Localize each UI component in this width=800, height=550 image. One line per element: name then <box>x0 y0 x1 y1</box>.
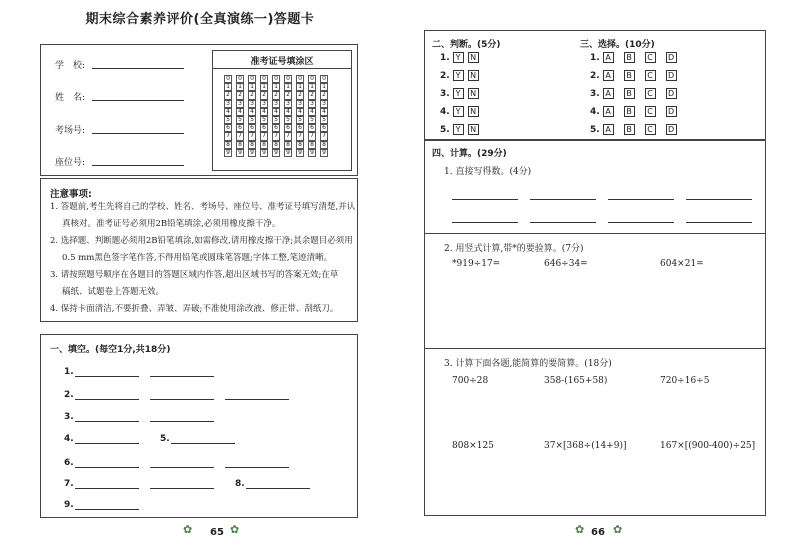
digit-bubble[interactable]: 5 <box>224 116 232 124</box>
answer-blank[interactable] <box>686 222 752 223</box>
choice-num: 3. <box>590 89 600 99</box>
digit-bubble[interactable]: 9 <box>308 149 316 157</box>
digit-bubble[interactable]: 6 <box>284 124 292 132</box>
note-line: 2. 选择题、判断题必须用2B铅笔填涂,如需修改,请用橡皮擦干净;其余题目必须用 <box>50 236 353 246</box>
digit-bubble[interactable]: 8 <box>236 141 244 149</box>
judge-no[interactable]: N <box>468 106 479 117</box>
school-input[interactable] <box>92 68 184 69</box>
fill-blank[interactable] <box>75 443 139 444</box>
choice-d[interactable]: D <box>666 70 677 81</box>
calc-item: 358-(165+58) <box>544 376 608 386</box>
digit-bubble[interactable]: 2 <box>248 91 256 99</box>
fill-num: 5. <box>160 434 170 444</box>
fill-blank[interactable] <box>225 467 289 468</box>
digit-bubble[interactable]: 5 <box>272 116 280 124</box>
digit-bubble[interactable]: 4 <box>248 108 256 116</box>
plant-icon: ✿ <box>613 523 623 536</box>
fill-num: 7. <box>64 479 74 489</box>
choice-b[interactable]: B <box>624 106 635 117</box>
judge-num: 1. <box>440 53 450 63</box>
fill-blank[interactable] <box>225 399 289 400</box>
choice-a[interactable]: A <box>603 124 614 135</box>
exam-id-column <box>308 75 316 157</box>
judge-no[interactable]: N <box>468 124 479 135</box>
calc-item: 720÷16÷5 <box>660 376 710 386</box>
choice-a[interactable]: A <box>603 70 614 81</box>
choice-num: 4. <box>590 107 600 117</box>
digit-bubble[interactable]: 3 <box>272 100 280 108</box>
calc-item: 808×125 <box>452 441 494 451</box>
plant-icon: ✿ <box>575 523 585 536</box>
judge-no[interactable]: N <box>468 70 479 81</box>
digit-bubble[interactable]: 9 <box>284 149 292 157</box>
digit-bubble[interactable]: 0 <box>236 75 244 83</box>
choice-num: 5. <box>590 125 600 135</box>
choice-c[interactable]: C <box>645 124 656 135</box>
judge-num: 3. <box>440 89 450 99</box>
digit-bubble[interactable]: 8 <box>284 141 292 149</box>
digit-bubble[interactable]: 0 <box>320 75 328 83</box>
digit-bubble[interactable]: 8 <box>308 141 316 149</box>
digit-bubble[interactable]: 7 <box>236 132 244 140</box>
digit-bubble[interactable]: 0 <box>296 75 304 83</box>
calc-item: 604×21= <box>660 259 704 269</box>
fill-blank[interactable] <box>75 376 139 377</box>
exam-id-column <box>320 75 328 157</box>
digit-bubble[interactable]: 8 <box>296 141 304 149</box>
answer-blank[interactable] <box>686 199 752 200</box>
digit-bubble[interactable]: 1 <box>308 83 316 91</box>
calc-item: 646÷34= <box>544 259 588 269</box>
judge-row <box>440 52 483 63</box>
digit-bubble[interactable]: 7 <box>284 132 292 140</box>
choice-b[interactable]: B <box>624 124 635 135</box>
note-line: 1. 答题前,考生先将自己的学校、姓名、考场号、座位号、准考证号填写清楚,并认 <box>50 202 356 212</box>
digit-bubble[interactable]: 5 <box>260 116 268 124</box>
judge-yes[interactable]: Y <box>453 124 464 135</box>
digit-bubble[interactable]: 3 <box>320 100 328 108</box>
choice-d[interactable]: D <box>666 88 677 99</box>
judge-no[interactable]: N <box>468 88 479 99</box>
digit-bubble[interactable]: 0 <box>248 75 256 83</box>
fill-blank[interactable] <box>75 399 139 400</box>
choice-a[interactable]: A <box>603 52 614 63</box>
name-input[interactable] <box>92 100 184 101</box>
choice-num: 2. <box>590 71 600 81</box>
fill-blank[interactable] <box>171 443 235 444</box>
choice-row <box>590 106 681 117</box>
exam-id-header: 准考证号填涂区 <box>250 57 314 67</box>
digit-bubble[interactable]: 7 <box>224 132 232 140</box>
note-line: 稿纸、试题卷上答题无效。 <box>62 287 165 297</box>
digit-bubble[interactable]: 6 <box>248 124 256 132</box>
digit-bubble[interactable]: 8 <box>320 141 328 149</box>
digit-bubble[interactable]: 2 <box>224 91 232 99</box>
digit-bubble[interactable]: 4 <box>284 108 292 116</box>
fill-blank[interactable] <box>75 488 139 489</box>
digit-bubble[interactable]: 9 <box>272 149 280 157</box>
digit-bubble[interactable]: 7 <box>308 132 316 140</box>
digit-bubble[interactable]: 1 <box>224 83 232 91</box>
digit-bubble[interactable]: 7 <box>296 132 304 140</box>
digit-bubble[interactable]: 5 <box>308 116 316 124</box>
digit-bubble[interactable]: 7 <box>260 132 268 140</box>
fill-in-section <box>40 334 358 518</box>
note-line: 4. 保持卡面清洁,不要折叠、弄皱、弄破;不准使用涂改液、修正带、刮纸刀。 <box>50 304 339 314</box>
digit-bubble[interactable]: 9 <box>236 149 244 157</box>
choice-a[interactable]: A <box>603 88 614 99</box>
digit-bubble[interactable]: 6 <box>308 124 316 132</box>
judge-no[interactable]: N <box>468 52 479 63</box>
digit-bubble[interactable]: 6 <box>224 124 232 132</box>
digit-bubble[interactable]: 5 <box>320 116 328 124</box>
digit-bubble[interactable]: 0 <box>260 75 268 83</box>
digit-bubble[interactable]: 0 <box>284 75 292 83</box>
digit-bubble[interactable]: 1 <box>320 83 328 91</box>
choice-c[interactable]: C <box>645 88 656 99</box>
digit-bubble[interactable]: 6 <box>260 124 268 132</box>
judge-heading: 二、判断。(5分) <box>432 40 501 50</box>
choice-d[interactable]: D <box>666 124 677 135</box>
digit-bubble[interactable]: 8 <box>260 141 268 149</box>
fill-blank[interactable] <box>150 467 214 468</box>
digit-bubble[interactable]: 4 <box>296 108 304 116</box>
fill-blank[interactable] <box>150 376 214 377</box>
digit-bubble[interactable]: 1 <box>284 83 292 91</box>
plant-icon: ✿ <box>183 523 193 536</box>
choice-c[interactable]: C <box>645 106 656 117</box>
choice-row <box>590 124 681 135</box>
calc-section <box>424 140 766 516</box>
digit-bubble[interactable]: 0 <box>272 75 280 83</box>
judge-row <box>440 124 483 135</box>
digit-bubble[interactable]: 2 <box>284 91 292 99</box>
digit-bubble[interactable]: 9 <box>320 149 328 157</box>
fill-num: 1. <box>64 367 74 377</box>
fill-blank[interactable] <box>246 488 310 489</box>
fill-num: 8. <box>235 479 245 489</box>
digit-bubble[interactable]: 1 <box>272 83 280 91</box>
digit-bubble[interactable]: 5 <box>236 116 244 124</box>
judge-yes[interactable]: Y <box>453 52 464 63</box>
judge-num: 2. <box>440 71 450 81</box>
digit-bubble[interactable]: 4 <box>308 108 316 116</box>
fill-blank[interactable] <box>150 421 214 422</box>
room-input[interactable] <box>92 133 184 134</box>
digit-bubble[interactable]: 5 <box>284 116 292 124</box>
answer-sheet-title: 期末综合素养评价(全真演练一)答题卡 <box>85 12 315 27</box>
calc-heading: 四、计算。(29分) <box>432 149 507 159</box>
judge-num: 5. <box>440 125 450 135</box>
exam-id-column <box>224 75 232 157</box>
choice-b[interactable]: B <box>624 52 635 63</box>
digit-bubble[interactable]: 8 <box>248 141 256 149</box>
choice-c[interactable]: C <box>645 70 656 81</box>
judge-row <box>440 106 483 117</box>
field-label-seat: 座位号: <box>55 158 86 168</box>
fill-blank[interactable] <box>150 488 214 489</box>
note-line: 真核对。准考证号必须用2B铅笔填涂,必须用橡皮擦干净。 <box>62 219 281 229</box>
digit-bubble[interactable]: 5 <box>248 116 256 124</box>
digit-bubble[interactable]: 9 <box>224 149 232 157</box>
notes-heading: 注意事项: <box>50 189 92 200</box>
digit-bubble[interactable]: 3 <box>224 100 232 108</box>
calc-q3: 3. 计算下面各题,能简算的要简算。(18分) <box>444 359 612 369</box>
digit-bubble[interactable]: 4 <box>224 108 232 116</box>
calc-item: 167×[(900-400)÷25] <box>660 441 756 451</box>
judge-yes[interactable]: Y <box>453 70 464 81</box>
digit-bubble[interactable]: 3 <box>308 100 316 108</box>
field-label-school: 学 校: <box>55 61 86 71</box>
fill-num: 3. <box>64 412 74 422</box>
fill-blank[interactable] <box>75 509 139 510</box>
digit-bubble[interactable]: 4 <box>236 108 244 116</box>
judge-row <box>440 70 483 81</box>
digit-bubble[interactable]: 4 <box>272 108 280 116</box>
digit-bubble[interactable]: 2 <box>320 91 328 99</box>
fill-num: 9. <box>64 500 74 510</box>
answer-blank[interactable] <box>530 199 596 200</box>
digit-bubble[interactable]: 0 <box>224 75 232 83</box>
digit-bubble[interactable]: 1 <box>248 83 256 91</box>
digit-bubble[interactable]: 1 <box>296 83 304 91</box>
page-number-right: 66 <box>591 527 605 538</box>
digit-bubble[interactable]: 6 <box>272 124 280 132</box>
digit-bubble[interactable]: 2 <box>308 91 316 99</box>
digit-bubble[interactable]: 6 <box>320 124 328 132</box>
digit-bubble[interactable]: 9 <box>248 149 256 157</box>
exam-id-column <box>296 75 304 157</box>
digit-bubble[interactable]: 5 <box>296 116 304 124</box>
digit-bubble[interactable]: 0 <box>308 75 316 83</box>
digit-bubble[interactable]: 7 <box>248 132 256 140</box>
choice-b[interactable]: B <box>624 70 635 81</box>
digit-bubble[interactable]: 2 <box>272 91 280 99</box>
fill-blank[interactable] <box>75 421 139 422</box>
fill-in-heading: 一、填空。(每空1分,共18分) <box>50 345 171 355</box>
judge-yes[interactable]: Y <box>453 88 464 99</box>
digit-bubble[interactable]: 3 <box>260 100 268 108</box>
note-line: 0.5 mm黑色签字笔作答,不得用铅笔或圆珠笔答题;字体工整,笔迹清晰。 <box>62 253 333 263</box>
judge-yes[interactable]: Y <box>453 106 464 117</box>
calc-item: 37×[368÷(14+9)] <box>544 441 627 451</box>
plant-icon: ✿ <box>230 523 240 536</box>
exam-id-column <box>236 75 244 157</box>
digit-bubble[interactable]: 6 <box>296 124 304 132</box>
digit-bubble[interactable]: 8 <box>224 141 232 149</box>
answer-blank[interactable] <box>608 199 674 200</box>
digit-bubble[interactable]: 3 <box>296 100 304 108</box>
note-line: 3. 请按照题号顺序在各题目的答题区域内作答,超出区域书写的答案无效;在草 <box>50 270 339 280</box>
choice-heading: 三、选择。(10分) <box>580 40 655 50</box>
digit-bubble[interactable]: 2 <box>296 91 304 99</box>
page-number-left: 65 <box>210 527 224 538</box>
choice-row <box>590 52 681 63</box>
choice-d[interactable]: D <box>666 52 677 63</box>
digit-bubble[interactable]: 4 <box>320 108 328 116</box>
fill-num: 6. <box>64 458 74 468</box>
exam-id-column <box>260 75 268 157</box>
exam-id-column <box>284 75 292 157</box>
calc-q2: 2. 用竖式计算,带*的要验算。(7分) <box>444 244 584 254</box>
fill-blank[interactable] <box>150 399 214 400</box>
digit-bubble[interactable]: 3 <box>248 100 256 108</box>
exam-id-column <box>248 75 256 157</box>
digit-bubble[interactable]: 1 <box>236 83 244 91</box>
calc-item: *919÷17= <box>452 259 501 269</box>
digit-bubble[interactable]: 3 <box>236 100 244 108</box>
digit-bubble[interactable]: 2 <box>236 91 244 99</box>
digit-bubble[interactable]: 6 <box>236 124 244 132</box>
choice-c[interactable]: C <box>645 52 656 63</box>
digit-bubble[interactable]: 7 <box>272 132 280 140</box>
digit-bubble[interactable]: 2 <box>260 91 268 99</box>
answer-blank[interactable] <box>452 199 518 200</box>
judge-num: 4. <box>440 107 450 117</box>
calc-item: 700÷28 <box>452 376 489 386</box>
digit-bubble[interactable]: 4 <box>260 108 268 116</box>
digit-bubble[interactable]: 8 <box>272 141 280 149</box>
judge-row <box>440 88 483 99</box>
choice-num: 1. <box>590 53 600 63</box>
choice-row <box>590 88 681 99</box>
choice-b[interactable]: B <box>624 88 635 99</box>
fill-num: 4. <box>64 434 74 444</box>
seat-input[interactable] <box>92 165 184 166</box>
digit-bubble[interactable]: 9 <box>260 149 268 157</box>
digit-bubble[interactable]: 3 <box>284 100 292 108</box>
choice-d[interactable]: D <box>666 106 677 117</box>
choice-row <box>590 70 681 81</box>
answer-blank[interactable] <box>608 222 674 223</box>
answer-blank[interactable] <box>530 222 596 223</box>
digit-bubble[interactable]: 7 <box>320 132 328 140</box>
calc-q1: 1. 直接写得数。(4分) <box>444 167 532 177</box>
fill-num: 2. <box>64 390 74 400</box>
field-label-name: 姓 名: <box>55 93 86 103</box>
fill-blank[interactable] <box>75 467 139 468</box>
choice-a[interactable]: A <box>603 106 614 117</box>
digit-bubble[interactable]: 9 <box>296 149 304 157</box>
answer-blank[interactable] <box>452 222 518 223</box>
exam-id-column <box>272 75 280 157</box>
digit-bubble[interactable]: 1 <box>260 83 268 91</box>
field-label-room: 考场号: <box>55 126 86 136</box>
